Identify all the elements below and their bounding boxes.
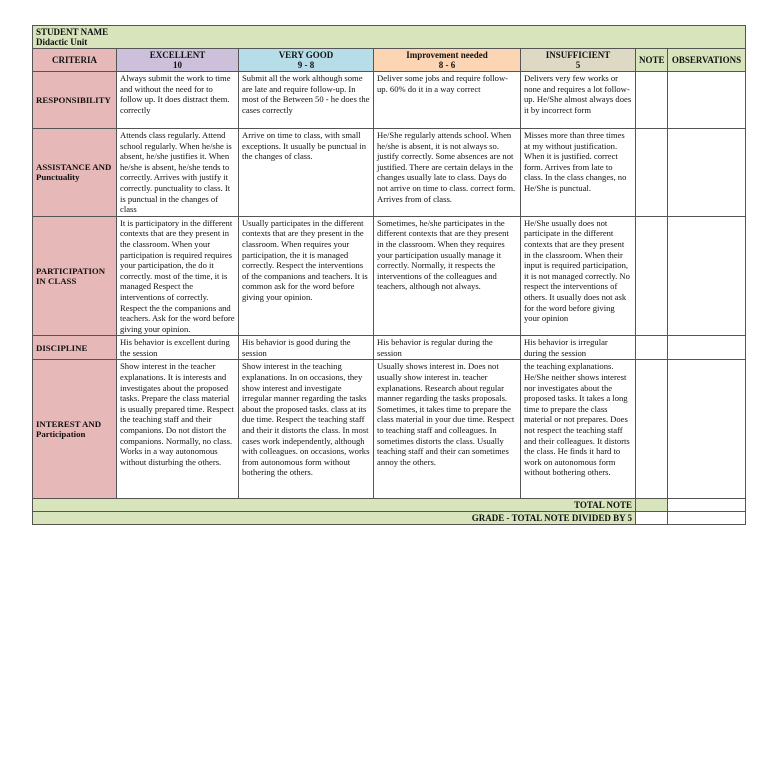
observations-cell[interactable] xyxy=(668,216,746,336)
table-row xyxy=(33,129,746,217)
very-good-score: 9 - 8 xyxy=(297,60,315,70)
rubric-sheet xyxy=(32,25,745,525)
observations-header: OBSERVATIONS xyxy=(668,49,746,72)
grade-total-label: GRADE - TOTAL NOTE DIVIDED BY 5 xyxy=(33,512,636,525)
cell-excellent: His behavior is excellent during the session xyxy=(117,336,239,360)
note-cell[interactable] xyxy=(636,72,668,129)
criterion-discipline: DISCIPLINE xyxy=(33,336,117,360)
cell-improvement: Deliver some jobs and require follow-up. 60% do it in a way correct xyxy=(374,72,521,129)
grade-total-value[interactable] xyxy=(636,512,668,525)
cell-very-good: Submit all the work although some are late and require follow-up. In most of the Between 50 - he does the cases correctly xyxy=(239,72,374,129)
cell-very-good: Show interest in the teaching explanations. In on occasions, they show interest and investigate irregular manner regarding the tasks about the proposed tasks. class at its due time. Respect the teaching staff and their it distorts the class. In most cases work independently, although with colleagues. on occasions, works from autonomous form without bothering the others. xyxy=(239,360,374,499)
cell-very-good: His behavior is good during the session xyxy=(239,336,374,360)
total-note-value[interactable] xyxy=(636,499,668,512)
note-cell[interactable] xyxy=(636,129,668,217)
very-good-label: VERY GOOD xyxy=(278,50,334,60)
grade-total-observation xyxy=(668,512,746,525)
cell-insufficient: His behavior is irregular during the session xyxy=(521,336,636,360)
insufficient-score: 5 xyxy=(575,60,581,70)
table-row xyxy=(33,216,746,336)
student-name-label: STUDENT NAME xyxy=(36,27,109,37)
excellent-header xyxy=(117,49,239,72)
cell-very-good: Arrive on time to class, with small exceptions. It usually be punctual in the changes of class. xyxy=(239,129,374,217)
didactic-unit-label: Didactic Unit xyxy=(36,37,88,47)
note-cell[interactable] xyxy=(636,360,668,499)
very-good-header xyxy=(239,49,374,72)
excellent-label: EXCELLENT xyxy=(149,50,206,60)
total-note-label: TOTAL NOTE xyxy=(33,499,636,512)
criterion-responsibility: RESPONSIBILITY xyxy=(33,72,117,129)
total-note-observation xyxy=(668,499,746,512)
title-cell xyxy=(33,26,746,49)
cell-improvement: Usually shows interest in. Does not usually show interest in. teacher explanations. Research about regular manner regarding the tasks proposals. Sometimes, it takes time to prepare the class material in your due time. Respect to teaching staff and colleagues. In sometimes distorts the class. Usually teaching staff and their can sometimes annoy the others. xyxy=(374,360,521,499)
cell-improvement: His behavior is regular during the session xyxy=(374,336,521,360)
insufficient-header xyxy=(521,49,636,72)
excellent-score: 10 xyxy=(173,60,182,70)
note-cell[interactable] xyxy=(636,216,668,336)
cell-excellent: Show interest in the teacher explanations. It is interests and investigates about the proposed tasks. Prepare the class material is usually prepared time. Respect the teaching staff and their companions. Do not distort the companions. Normally, no class. Works in a way autonomous without disturbing the others. xyxy=(117,360,239,499)
insufficient-label: INSUFFICIENT xyxy=(545,50,611,60)
cell-improvement: Sometimes, he/she participates in the different contexts that are they present in the classroom. When they requires your participation usually manage it correctly. Normally, it respects the interventions of the colleagues and teachers, although not always. xyxy=(374,216,521,336)
table-row xyxy=(33,72,746,129)
cell-insufficient: the teaching explanations. He/She neither shows interest nor investigates about the proposed tasks. It takes a long time to prepare the class material or not prepares. Does not respect the teaching staff and their colleagues. It distorts the class. He finds it hard to work on autonomous form without bothering others. xyxy=(521,360,636,499)
improvement-score: 8 - 6 xyxy=(438,60,456,70)
note-cell[interactable] xyxy=(636,336,668,360)
cell-insufficient: Delivers very few works or none and requires a lot follow-up. He/She almost always does it by incorrect form xyxy=(521,72,636,129)
cell-very-good: Usually participates in the different contexts that are they present in the classroom. When requires your participation, the it is managed correctly. Respect the interventions of the companions and teachers. It is common ask for the word before giving your opinion. xyxy=(239,216,374,336)
cell-excellent: Always submit the work to time and without the need for to follow up. It does distract them. correctly xyxy=(117,72,239,129)
cell-insufficient: He/She usually does not participate in the different contexts that are they present in the classroom. When their input is required participation, it is not managed correctly. No respect the interventions of others. It usually does not ask for the word before giving your opinion xyxy=(521,216,636,336)
criterion-interest: INTEREST AND Participation xyxy=(33,360,117,499)
criterion-participation: PARTICIPATION IN CLASS xyxy=(33,216,117,336)
observations-cell[interactable] xyxy=(668,129,746,217)
cell-excellent: It is participatory in the different contexts that are they present in the classroom. When your participation is required requires your participation, the do it correctly. most of the time, it is managed Respect the interventions of correctly. Respect the the companions and teachers. Ask for the word before giving your opinion. xyxy=(117,216,239,336)
improvement-label: Improvement needed xyxy=(406,50,488,60)
table-row xyxy=(33,336,746,360)
observations-cell[interactable] xyxy=(668,336,746,360)
cell-improvement: He/She regularly attends school. When he/she is absent, it is not always so. justify correctly. Some absences are not justified. There are certain delays in the changes usually late to class. Days do not arrive on time to class. correct form. Arrives from of class. xyxy=(374,129,521,217)
observations-cell[interactable] xyxy=(668,72,746,129)
rubric-table xyxy=(32,25,746,525)
criterion-assistance: ASSISTANCE AND Punctuality xyxy=(33,129,117,217)
observations-cell[interactable] xyxy=(668,360,746,499)
note-header: NOTE xyxy=(636,49,668,72)
criteria-header: CRITERIA xyxy=(33,49,117,72)
improvement-header xyxy=(374,49,521,72)
cell-excellent: Attends class regularly. Attend school regularly. When he/she is absent, he/she justifies it. When he/she is absent, he/she tends to correctly. Arrives with justify it correctly. punctuality to class. It is punctual in the changes of class xyxy=(117,129,239,217)
table-row xyxy=(33,360,746,499)
cell-insufficient: Misses more than three times at my without justification. When it is justified. correct form. Arrives from late to class. In the class changes, no He/She is punctual. xyxy=(521,129,636,217)
